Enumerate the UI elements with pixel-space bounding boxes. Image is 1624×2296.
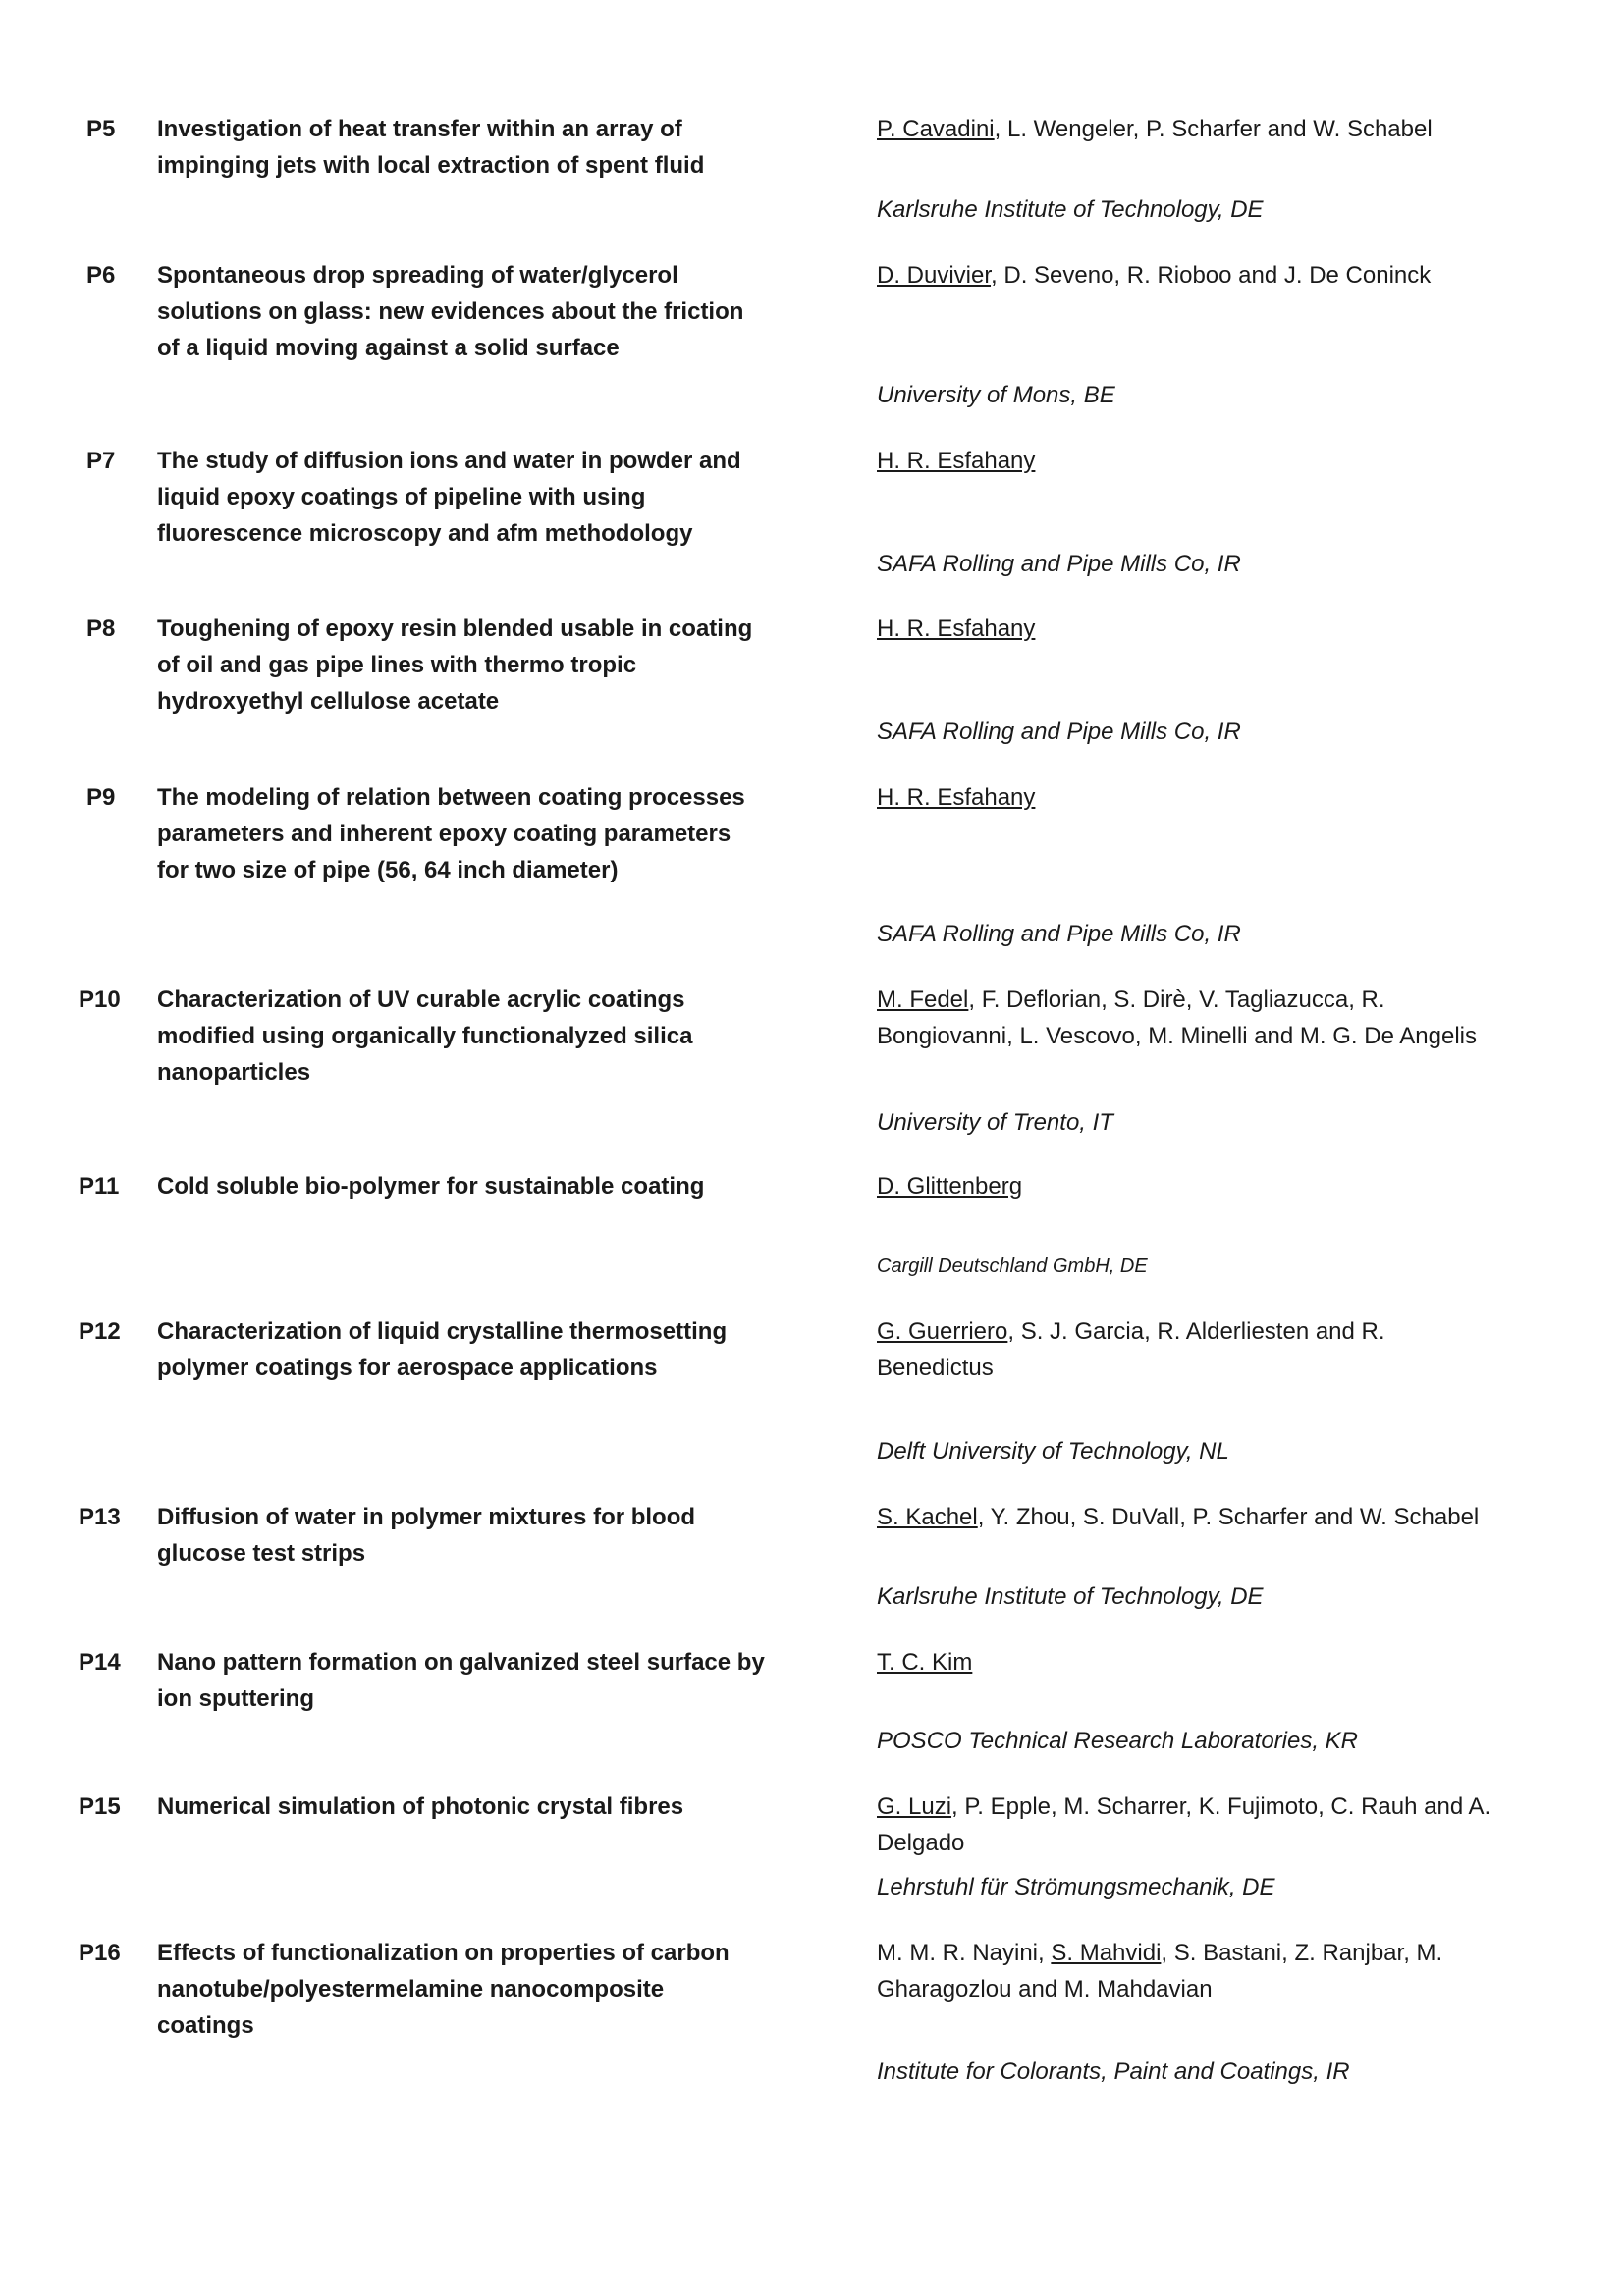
co-authors-before: M. M. R. Nayini, [877, 1940, 1052, 1966]
entry-institution: University of Trento, IT [877, 1109, 1113, 1136]
entry-title: Numerical simulation of photonic crystal fibres [157, 1793, 684, 1820]
entry-code: P7 [86, 448, 116, 474]
entry-institution: Cargill Deutschland GmbH, DE [877, 1255, 1148, 1277]
entry-institution: Karlsruhe Institute of Technology, DE [877, 1583, 1264, 1610]
entry-title: Characterization of liquid crystalline thermosetting polymer coatings for aerospace applications [157, 1318, 728, 1381]
entry-title: Diffusion of water in polymer mixtures for blood glucose test strips [157, 1504, 696, 1567]
presenting-author: S. Kachel [877, 1504, 978, 1530]
entry-code: P13 [79, 1504, 121, 1530]
entry-code: P11 [79, 1173, 120, 1200]
entry-institution: University of Mons, BE [877, 382, 1115, 408]
entry-institution: SAFA Rolling and Pipe Mills Co, IR [877, 719, 1241, 745]
entry-code: P16 [79, 1940, 121, 1966]
entry-authors [877, 611, 1505, 647]
entry-institution: Delft University of Technology, NL [877, 1438, 1229, 1465]
entry-title: The study of diffusion ions and water in powder and liquid epoxy coatings of pipeline with using fluorescence microscopy and afm methodology [157, 448, 741, 547]
entry-authors [877, 1313, 1505, 1386]
entry-authors [877, 779, 1505, 816]
entry-code: P9 [86, 784, 116, 811]
presenting-author: H. R. Esfahany [877, 784, 1036, 811]
entry-code: P14 [79, 1649, 121, 1676]
entry-institution: POSCO Technical Research Laboratories, KR [877, 1728, 1359, 1754]
entry-authors [877, 257, 1505, 294]
entry-authors [877, 1935, 1505, 2007]
entry-title: Toughening of epoxy resin blended usable in coating of oil and gas pipe lines with thermo tropic hydroxyethyl cellulose acetate [157, 615, 753, 715]
entry-title: Effects of functionalization on properties of carbon nanotube/polyestermelamine nanocomposite coatings [157, 1940, 730, 2039]
presenting-author: M. Fedel [877, 987, 969, 1013]
entry-code: P10 [79, 987, 121, 1013]
entry-title: Spontaneous drop spreading of water/glycerol solutions on glass: new evidences about the friction of a liquid moving against a solid surface [157, 262, 744, 361]
entry-institution: SAFA Rolling and Pipe Mills Co, IR [877, 921, 1241, 947]
entry-institution: Karlsruhe Institute of Technology, DE [877, 196, 1264, 223]
co-authors: , S. J. Garcia, R. Alderliesten and R. Benedictus [877, 1318, 1385, 1381]
presenting-author: H. R. Esfahany [877, 615, 1036, 642]
entry-authors [877, 1644, 1505, 1681]
co-authors: , Y. Zhou, S. DuVall, P. Scharfer and W. Schabel [977, 1504, 1480, 1530]
entry-title: The modeling of relation between coating processes parameters and inherent epoxy coating parameters for two size of pipe (56, 64 inch diameter) [157, 784, 745, 883]
entry-institution: Lehrstuhl für Strömungsmechanik, DE [877, 1874, 1275, 1900]
entry-title: Nano pattern formation on galvanized steel surface by ion sputtering [157, 1649, 765, 1712]
presenting-author: S. Mahvidi [1051, 1940, 1162, 1966]
presenting-author: G. Luzi [877, 1793, 952, 1820]
entry-title: Characterization of UV curable acrylic coatings modified using organically functionalyzed silica nanoparticles [157, 987, 693, 1086]
entry-authors [877, 982, 1505, 1054]
presenting-author: G. Guerriero [877, 1318, 1008, 1345]
entry-authors [877, 1168, 1505, 1204]
co-authors: , F. Deflorian, S. Dirè, V. Tagliazucca, R. Bongiovanni, L. Vescovo, M. Minelli and M. G. De Angelis [877, 987, 1477, 1049]
presenting-author: H. R. Esfahany [877, 448, 1036, 474]
presenting-author: P. Cavadini [877, 116, 995, 142]
presenting-author: D. Duvivier [877, 262, 992, 289]
entry-authors [877, 111, 1505, 147]
entry-title: Investigation of heat transfer within an array of impinging jets with local extraction of spent fluid [157, 116, 705, 179]
entry-institution: Institute for Colorants, Paint and Coatings, IR [877, 2058, 1350, 2085]
entry-code: P15 [79, 1793, 121, 1820]
entry-code: P8 [86, 615, 116, 642]
entry-code: P5 [86, 116, 116, 142]
entry-authors [877, 1499, 1505, 1535]
presenting-author: T. C. Kim [877, 1649, 973, 1676]
entry-title: Cold soluble bio-polymer for sustainable coating [157, 1173, 705, 1200]
presenting-author: D. Glittenberg [877, 1173, 1023, 1200]
entry-institution: SAFA Rolling and Pipe Mills Co, IR [877, 551, 1241, 577]
co-authors: , L. Wengeler, P. Scharfer and W. Schabel [994, 116, 1433, 142]
entry-authors [877, 443, 1505, 479]
co-authors: , D. Seveno, R. Rioboo and J. De Coninck [991, 262, 1432, 289]
entry-authors [877, 1789, 1505, 1861]
entry-code: P12 [79, 1318, 121, 1345]
entry-code: P6 [86, 262, 116, 289]
co-authors: , S. Bastani, Z. Ranjbar, M. Gharagozlou and M. Mahdavian [877, 1940, 1443, 2002]
co-authors: , P. Epple, M. Scharrer, K. Fujimoto, C. Rauh and A. Delgado [877, 1793, 1491, 1856]
